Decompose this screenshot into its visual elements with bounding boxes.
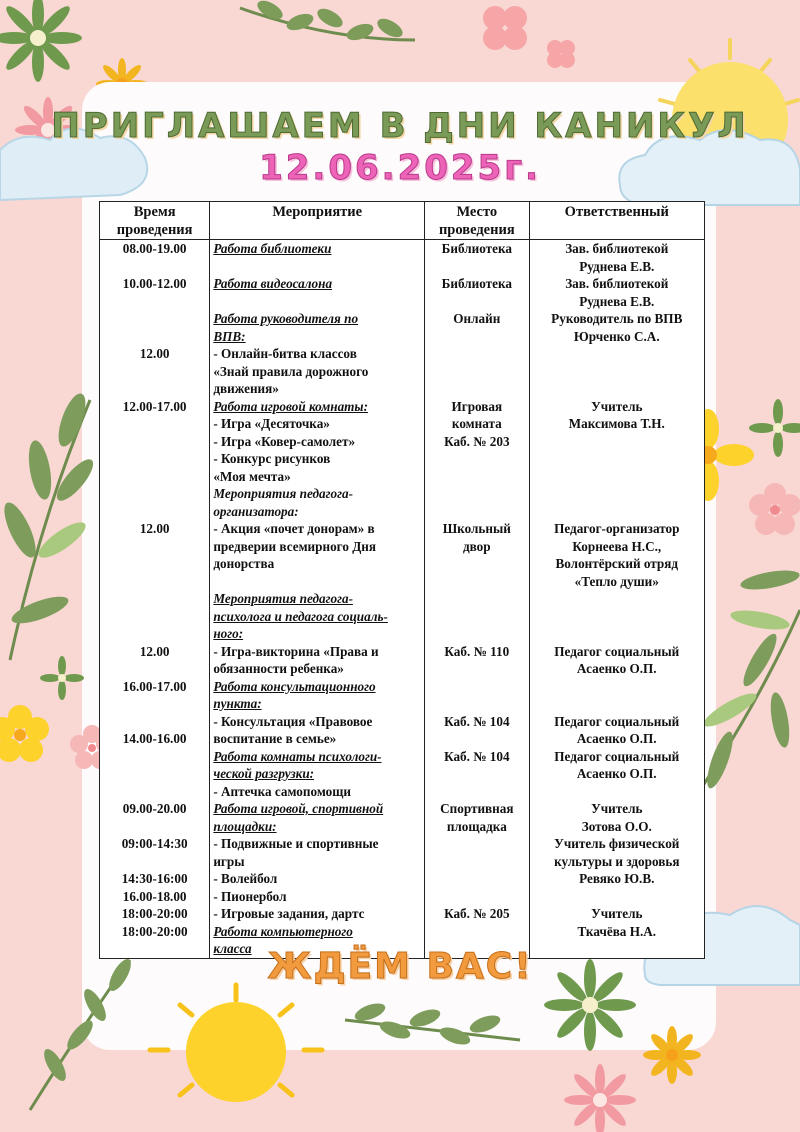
responsible-line: [533, 695, 701, 713]
place-line: Библиотека: [441, 276, 512, 291]
time-line: 12.00-17.00: [122, 398, 187, 414]
place-cell: [425, 800, 529, 905]
responsible-line: [533, 363, 701, 381]
place-line: [428, 660, 525, 678]
responsible-line: [533, 485, 701, 503]
responsible-line: «Тепло души»: [574, 573, 659, 589]
table-row: [100, 800, 705, 905]
time-line: 08.00-19.00: [122, 241, 187, 256]
time-line: 14.00-16.00: [122, 731, 187, 746]
event-line: площадки:: [213, 818, 277, 834]
place-line: Каб. № 205: [444, 906, 510, 921]
header-place: Место проведения: [425, 202, 529, 240]
time-line: [103, 748, 206, 766]
time-line: [103, 625, 206, 643]
time-cell: [100, 678, 210, 748]
time-line: 09:00-14:30: [121, 836, 188, 851]
place-line: [428, 258, 525, 276]
responsible-line: Руководитель по ВПВ: [551, 311, 683, 326]
time-cell: [100, 748, 210, 801]
event-cell: [210, 310, 425, 398]
time-cell: [100, 275, 210, 310]
event-cell: [210, 398, 425, 486]
place-line: Каб. № 104: [444, 713, 510, 729]
place-line: [428, 608, 525, 626]
event-line: - Пионербол: [213, 888, 287, 904]
place-cell: [425, 310, 529, 398]
leaf-branch-icon: [345, 1000, 520, 1048]
place-line: Каб. № 203: [444, 433, 510, 449]
place-line: [428, 678, 525, 696]
place-line: [428, 363, 525, 381]
responsible-line: культуры и здоровья: [554, 853, 680, 869]
place-line: Игровая: [451, 398, 503, 414]
time-line: [103, 485, 206, 503]
responsible-cell: [529, 485, 704, 573]
time-line: [103, 660, 206, 678]
event-line: игры: [213, 853, 245, 869]
responsible-cell: [529, 310, 704, 398]
responsible-line: Руднева Е.В.: [579, 258, 655, 274]
time-cell: [100, 800, 210, 905]
place-line: [428, 835, 525, 853]
event-line: - Игра «Десяточка»: [213, 416, 330, 431]
event-cell: [210, 748, 425, 801]
time-line: [103, 538, 206, 556]
place-line: [428, 293, 525, 311]
event-line: Работа игровой, спортивной: [213, 801, 384, 816]
place-line: Школьный: [442, 521, 511, 536]
event-line: - Волейбол: [213, 871, 278, 886]
place-line: Библиотека: [441, 241, 512, 256]
responsible-line: Педагог социальный: [554, 748, 680, 764]
event-line: ного:: [213, 626, 244, 641]
responsible-line: [533, 888, 701, 906]
place-line: двор: [462, 538, 491, 554]
responsible-line: Учитель физической: [554, 836, 680, 851]
responsible-line: Учитель: [591, 398, 643, 414]
place-line: комната: [451, 416, 502, 431]
event-cell: [210, 678, 425, 748]
place-line: [428, 870, 525, 888]
event-line: движения»: [213, 381, 279, 396]
place-line: площадка: [446, 818, 507, 834]
daisy-icon: [749, 399, 800, 457]
responsible-cell: [529, 573, 704, 678]
event-line: [213, 258, 421, 276]
table-row: [100, 485, 705, 573]
responsible-line: Зав. библиотекой: [565, 276, 669, 291]
sun-icon: [150, 985, 322, 1102]
time-line: [103, 450, 206, 468]
table-header-row: [100, 202, 705, 240]
responsible-line: Асаенко О.П.: [576, 731, 657, 746]
place-line: [428, 590, 525, 608]
place-line: [428, 468, 525, 486]
event-line: Работа комнаты психологи-: [213, 748, 382, 764]
event-line: воспитание в семье»: [213, 731, 337, 746]
event-line: Работа компьютерного: [213, 923, 353, 939]
event-line: «Знай правила дорожного: [213, 363, 369, 379]
place-line: [428, 765, 525, 783]
event-line: - Аптечка самопомощи: [213, 783, 351, 799]
time-line: [103, 328, 206, 346]
event-line: - Консультация «Правовое: [213, 713, 373, 729]
place-line: [428, 730, 525, 748]
place-line: [428, 923, 525, 941]
responsible-line: Педагог-организатор: [554, 521, 680, 536]
event-line: Работа видеосалона: [213, 276, 333, 291]
event-line: пункта:: [213, 696, 262, 711]
header-event: Мероприятие: [210, 202, 425, 240]
responsible-line: Зав. библиотекой: [565, 241, 669, 256]
responsible-line: Учитель: [591, 906, 643, 921]
event-cell: [210, 275, 425, 310]
time-line: [103, 293, 206, 311]
responsible-line: Волонтёрский отряд: [555, 556, 679, 571]
place-cell: [425, 573, 529, 678]
responsible-line: [533, 608, 701, 626]
event-line: Мероприятия педагога-: [213, 591, 353, 606]
event-line: донорства: [213, 556, 275, 571]
time-line: 14:30-16:00: [121, 871, 188, 886]
table-row: [100, 275, 705, 310]
responsible-line: [533, 380, 701, 398]
time-cell: [100, 573, 210, 678]
time-line: [103, 783, 206, 801]
time-line: [103, 310, 206, 328]
event-line: - Игра «Ковер-самолет»: [213, 433, 356, 449]
place-line: [428, 573, 525, 591]
event-cell: [210, 800, 425, 905]
event-date: 12.06.2025г.: [259, 148, 541, 188]
responsible-line: Максимова Т.Н.: [568, 416, 665, 431]
event-line: - Акция «почет донорам» в: [213, 521, 375, 536]
responsible-line: Учитель: [591, 801, 643, 816]
event-line: «Моя мечта»: [213, 468, 291, 484]
header-responsible: Ответственный: [529, 202, 704, 240]
event-line: Работа консультационного: [213, 678, 376, 694]
time-line: [103, 503, 206, 521]
event-line: - Конкурс рисунков: [213, 451, 331, 466]
time-line: 18:00-20:00: [121, 906, 188, 921]
time-line: 12.00: [139, 521, 170, 536]
time-cell: [100, 240, 210, 276]
responsible-line: [533, 433, 701, 451]
place-line: [428, 695, 525, 713]
daisy-icon: [0, 705, 49, 762]
responsible-line: Ткачёва Н.А.: [577, 923, 657, 939]
place-line: [428, 380, 525, 398]
event-line: Работа руководителя по: [213, 311, 359, 326]
daisy-icon: [749, 483, 800, 535]
time-line: 12.00: [139, 346, 170, 361]
time-line: [103, 695, 206, 713]
table-row: [100, 748, 705, 801]
time-line: [103, 818, 206, 836]
event-cell: [210, 240, 425, 276]
time-cell: [100, 485, 210, 573]
responsible-line: Педагог социальный: [554, 643, 680, 659]
time-line: [103, 765, 206, 783]
table-row: [100, 678, 705, 748]
event-line: психолога и педагога социаль-: [213, 608, 388, 624]
time-line: [103, 608, 206, 626]
place-cell: [425, 678, 529, 748]
event-line: - Онлайн-битва классов: [213, 346, 357, 361]
responsible-cell: [529, 748, 704, 801]
place-line: [428, 888, 525, 906]
responsible-line: [533, 678, 701, 696]
daisy-icon: [40, 656, 84, 700]
time-line: [103, 380, 206, 398]
responsible-cell: [529, 240, 704, 276]
place-line: [428, 345, 525, 363]
event-line: обязанности ребенка»: [213, 661, 344, 676]
time-line: [103, 590, 206, 608]
event-line: [213, 573, 421, 591]
time-line: [103, 363, 206, 381]
responsible-cell: [529, 398, 704, 486]
time-cell: [100, 310, 210, 398]
responsible-line: [533, 590, 701, 608]
responsible-line: Руднева Е.В.: [579, 293, 655, 309]
daisy-icon: [643, 1026, 701, 1084]
place-line: [428, 503, 525, 521]
event-line: класса: [213, 941, 252, 956]
daisy-icon: [564, 1064, 636, 1132]
responsible-line: Асаенко О.П.: [576, 661, 657, 676]
event-line: организатора:: [213, 503, 299, 519]
place-cell: [425, 748, 529, 801]
event-line: ческой разгрузки:: [213, 766, 315, 781]
responsible-line: Ревяко Ю.В.: [579, 871, 655, 886]
time-line: [103, 415, 206, 433]
time-line: 16.00-17.00: [122, 678, 187, 694]
place-line: [428, 328, 525, 346]
time-line: [103, 853, 206, 871]
time-line: [103, 468, 206, 486]
responsible-line: [533, 625, 701, 643]
responsible-line: Педагог социальный: [554, 713, 680, 729]
header-time: Время проведения: [100, 202, 210, 240]
place-line: Каб. № 104: [444, 748, 510, 764]
time-line: 10.00-12.00: [122, 276, 187, 291]
leaf-branch-icon: [0, 390, 99, 660]
event-line: ВПВ:: [213, 328, 246, 344]
responsible-line: [533, 783, 701, 801]
event-line: Работа игровой комнаты:: [213, 398, 368, 414]
place-line: Спортивная: [440, 801, 514, 816]
time-line: 12.00: [139, 643, 170, 659]
table-row: [100, 310, 705, 398]
event-line: предверии всемирного Дня: [213, 538, 377, 554]
place-line: [428, 783, 525, 801]
table-body: [100, 240, 705, 959]
place-cell: [425, 240, 529, 276]
event-line: - Игра-викторина «Права и: [213, 643, 379, 659]
leaf-branch-icon: [700, 567, 800, 791]
time-line: 09.00-20.00: [122, 801, 187, 816]
responsible-line: [533, 450, 701, 468]
time-line: [103, 258, 206, 276]
responsible-line: Корнеева Н.С.,: [572, 538, 662, 554]
place-line: Онлайн: [453, 311, 501, 326]
responsible-line: Юрченко С.А.: [573, 328, 660, 344]
place-line: [428, 853, 525, 871]
place-line: [428, 555, 525, 573]
event-cell: [210, 573, 425, 678]
time-cell: [100, 398, 210, 486]
footer-text: ЖДЁМ ВАС!: [267, 946, 533, 987]
place-line: [428, 485, 525, 503]
responsible-line: [533, 468, 701, 486]
responsible-line: Асаенко О.П.: [576, 766, 657, 781]
responsible-line: [533, 345, 701, 363]
responsible-line: Зотова О.О.: [581, 818, 652, 834]
event-line: - Подвижные и спортивные: [213, 836, 379, 851]
time-line: [103, 573, 206, 591]
event-line: Работа библиотеки: [213, 241, 332, 256]
time-line: [103, 713, 206, 731]
event-line: - Игровые задания, дартс: [213, 906, 365, 921]
time-line: [103, 555, 206, 573]
place-line: [428, 625, 525, 643]
responsible-cell: [529, 678, 704, 748]
time-line: [103, 433, 206, 451]
place-cell: [425, 398, 529, 486]
responsible-line: [533, 503, 701, 521]
responsible-cell: [529, 275, 704, 310]
event-cell: [210, 485, 425, 573]
page-title: ПРИГЛАШАЕМ В ДНИ КАНИКУЛ: [51, 106, 749, 146]
responsible-cell: [529, 800, 704, 905]
event-line: Мероприятия педагога-: [213, 486, 353, 501]
place-cell: [425, 485, 529, 573]
place-cell: [425, 275, 529, 310]
table-row: [100, 398, 705, 486]
table-row: [100, 240, 705, 276]
time-line: 18:00-20:00: [121, 923, 188, 939]
table-row: [100, 573, 705, 678]
event-line: [213, 293, 421, 311]
place-line: [428, 450, 525, 468]
schedule-table: [99, 201, 705, 959]
time-line: 16.00-18.00: [122, 888, 187, 904]
place-line: Каб. № 110: [444, 643, 510, 659]
